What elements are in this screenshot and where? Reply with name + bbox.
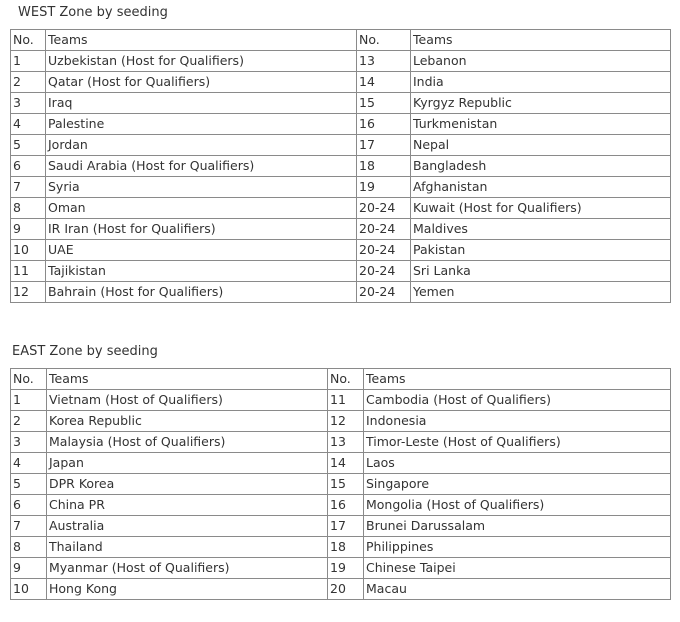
seed-number: 8 bbox=[11, 198, 46, 219]
seed-number: 11 bbox=[11, 261, 46, 282]
seed-number: 17 bbox=[357, 135, 411, 156]
header-no: No. bbox=[11, 30, 46, 51]
seed-number: 2 bbox=[11, 411, 47, 432]
seed-number: 15 bbox=[357, 93, 411, 114]
team-name: Laos bbox=[364, 453, 671, 474]
table-row bbox=[11, 390, 671, 411]
table-row bbox=[11, 219, 671, 240]
west-zone-title: WEST Zone by seeding bbox=[18, 5, 168, 20]
team-name: Chinese Taipei bbox=[364, 558, 671, 579]
seed-number: 5 bbox=[11, 474, 47, 495]
seed-number: 2 bbox=[11, 72, 46, 93]
team-name: Brunei Darussalam bbox=[364, 516, 671, 537]
seed-number: 20-24 bbox=[357, 240, 411, 261]
seed-number: 3 bbox=[11, 432, 47, 453]
team-name: Kyrgyz Republic bbox=[411, 93, 671, 114]
seed-number: 20 bbox=[328, 579, 364, 600]
seed-number: 7 bbox=[11, 177, 46, 198]
seed-number: 10 bbox=[11, 240, 46, 261]
seed-number: 14 bbox=[328, 453, 364, 474]
header-no: No. bbox=[328, 369, 364, 390]
team-name: Singapore bbox=[364, 474, 671, 495]
seed-number: 16 bbox=[357, 114, 411, 135]
team-name: China PR bbox=[47, 495, 328, 516]
header-teams: Teams bbox=[364, 369, 671, 390]
table-header-row bbox=[11, 369, 671, 390]
table-row bbox=[11, 177, 671, 198]
seed-number: 20-24 bbox=[357, 282, 411, 303]
header-teams: Teams bbox=[46, 30, 357, 51]
team-name: India bbox=[411, 72, 671, 93]
seed-number: 8 bbox=[11, 537, 47, 558]
team-name: Australia bbox=[47, 516, 328, 537]
seed-number: 1 bbox=[11, 390, 47, 411]
team-name: Korea Republic bbox=[47, 411, 328, 432]
team-name: Mongolia (Host of Qualifiers) bbox=[364, 495, 671, 516]
seed-number: 20-24 bbox=[357, 261, 411, 282]
team-name: Yemen bbox=[411, 282, 671, 303]
seed-number: 1 bbox=[11, 51, 46, 72]
team-name: Turkmenistan bbox=[411, 114, 671, 135]
team-name: IR Iran (Host for Qualifiers) bbox=[46, 219, 357, 240]
seed-number: 12 bbox=[328, 411, 364, 432]
table-row bbox=[11, 432, 671, 453]
table-row bbox=[11, 558, 671, 579]
seed-number: 20-24 bbox=[357, 198, 411, 219]
seed-number: 16 bbox=[328, 495, 364, 516]
table-row bbox=[11, 156, 671, 177]
team-name: DPR Korea bbox=[47, 474, 328, 495]
west-zone-table bbox=[10, 29, 671, 303]
seed-number: 12 bbox=[11, 282, 46, 303]
table-row bbox=[11, 579, 671, 600]
team-name: Macau bbox=[364, 579, 671, 600]
seed-number: 5 bbox=[11, 135, 46, 156]
seed-number: 9 bbox=[11, 219, 46, 240]
team-name: Myanmar (Host of Qualifiers) bbox=[47, 558, 328, 579]
team-name: Palestine bbox=[46, 114, 357, 135]
table-row bbox=[11, 516, 671, 537]
seed-number: 4 bbox=[11, 114, 46, 135]
team-name: Indonesia bbox=[364, 411, 671, 432]
seed-number: 6 bbox=[11, 495, 47, 516]
seed-number: 20-24 bbox=[357, 219, 411, 240]
team-name: Philippines bbox=[364, 537, 671, 558]
table-row bbox=[11, 411, 671, 432]
team-name: Vietnam (Host of Qualifiers) bbox=[47, 390, 328, 411]
team-name: Bangladesh bbox=[411, 156, 671, 177]
table-row bbox=[11, 282, 671, 303]
seed-number: 14 bbox=[357, 72, 411, 93]
east-zone-title: EAST Zone by seeding bbox=[12, 344, 158, 359]
seed-number: 18 bbox=[357, 156, 411, 177]
seed-number: 6 bbox=[11, 156, 46, 177]
seed-number: 3 bbox=[11, 93, 46, 114]
seed-number: 13 bbox=[357, 51, 411, 72]
team-name: Tajikistan bbox=[46, 261, 357, 282]
east-zone-table bbox=[10, 368, 671, 600]
team-name: UAE bbox=[46, 240, 357, 261]
table-row bbox=[11, 135, 671, 156]
team-name: Saudi Arabia (Host for Qualifiers) bbox=[46, 156, 357, 177]
table-row bbox=[11, 537, 671, 558]
table-row bbox=[11, 474, 671, 495]
team-name: Pakistan bbox=[411, 240, 671, 261]
team-name: Japan bbox=[47, 453, 328, 474]
table-row bbox=[11, 240, 671, 261]
team-name: Iraq bbox=[46, 93, 357, 114]
team-name: Timor-Leste (Host of Qualifiers) bbox=[364, 432, 671, 453]
header-no: No. bbox=[11, 369, 47, 390]
seed-number: 19 bbox=[328, 558, 364, 579]
seed-number: 10 bbox=[11, 579, 47, 600]
team-name: Afghanistan bbox=[411, 177, 671, 198]
seed-number: 13 bbox=[328, 432, 364, 453]
seed-number: 7 bbox=[11, 516, 47, 537]
seed-number: 9 bbox=[11, 558, 47, 579]
header-teams: Teams bbox=[47, 369, 328, 390]
table-row bbox=[11, 453, 671, 474]
team-name: Hong Kong bbox=[47, 579, 328, 600]
team-name: Kuwait (Host for Qualifiers) bbox=[411, 198, 671, 219]
team-name: Thailand bbox=[47, 537, 328, 558]
team-name: Sri Lanka bbox=[411, 261, 671, 282]
seed-number: 19 bbox=[357, 177, 411, 198]
table-row bbox=[11, 72, 671, 93]
table-row bbox=[11, 51, 671, 72]
seed-number: 4 bbox=[11, 453, 47, 474]
header-teams: Teams bbox=[411, 30, 671, 51]
team-name: Oman bbox=[46, 198, 357, 219]
table-row bbox=[11, 93, 671, 114]
seed-number: 17 bbox=[328, 516, 364, 537]
team-name: Bahrain (Host for Qualifiers) bbox=[46, 282, 357, 303]
table-row bbox=[11, 495, 671, 516]
team-name: Nepal bbox=[411, 135, 671, 156]
team-name: Cambodia (Host of Qualifiers) bbox=[364, 390, 671, 411]
team-name: Qatar (Host for Qualifiers) bbox=[46, 72, 357, 93]
team-name: Syria bbox=[46, 177, 357, 198]
team-name: Malaysia (Host of Qualifiers) bbox=[47, 432, 328, 453]
header-no: No. bbox=[357, 30, 411, 51]
team-name: Jordan bbox=[46, 135, 357, 156]
table-header-row bbox=[11, 30, 671, 51]
seed-number: 15 bbox=[328, 474, 364, 495]
table-row bbox=[11, 198, 671, 219]
team-name: Uzbekistan (Host for Qualifiers) bbox=[46, 51, 357, 72]
table-row bbox=[11, 114, 671, 135]
team-name: Lebanon bbox=[411, 51, 671, 72]
seed-number: 18 bbox=[328, 537, 364, 558]
seed-number: 11 bbox=[328, 390, 364, 411]
table-row bbox=[11, 261, 671, 282]
team-name: Maldives bbox=[411, 219, 671, 240]
